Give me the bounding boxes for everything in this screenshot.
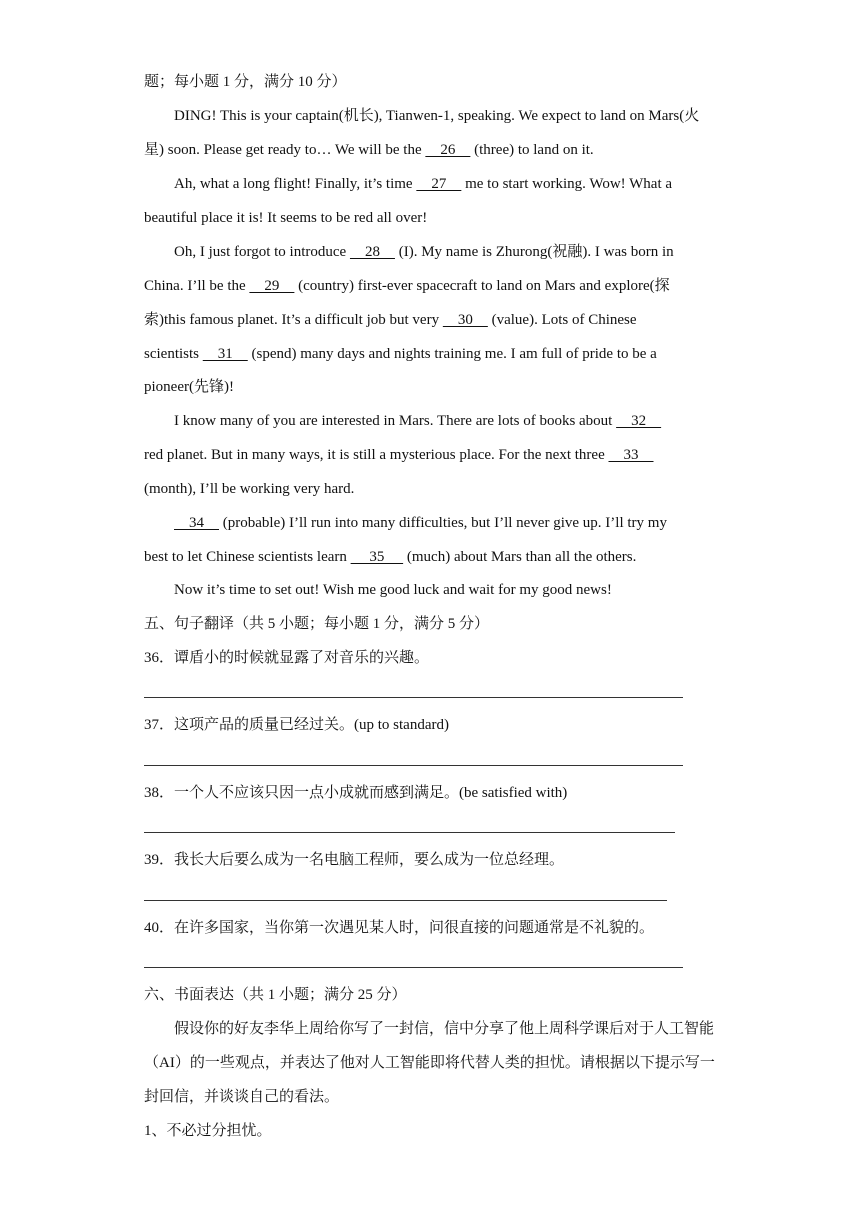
blank-27[interactable]: 27	[416, 176, 462, 192]
text-segment: (I). My name is Zhurong(祝融). I was born in	[394, 244, 674, 260]
section-score-note: 题；每小题 1 分，满分 10 分）	[144, 74, 347, 90]
passage-line-4: beautiful place it is! It seems to be red all over!	[144, 210, 428, 226]
passage-line-11	[144, 445, 654, 465]
text-segment: Ah, what a long flight! Finally, it’s time	[174, 176, 417, 192]
answer-line-39[interactable]	[144, 900, 667, 901]
passage-line-5	[174, 242, 674, 262]
passage-line-10	[174, 411, 661, 431]
text-segment: Oh, I just forgot to introduce	[174, 244, 350, 260]
question-37: 37．这项产品的质量已经过关。(up to standard)	[144, 717, 449, 733]
passage-line-1: DING! This is your captain(机长), Tianwen-1, speaking. We expect to land on Mars(火	[174, 108, 700, 124]
blank-31[interactable]: 31	[202, 346, 248, 362]
text-segment: 星) soon. Please get ready to… We will be the	[144, 142, 426, 158]
question-40: 40．在许多国家，当你第一次遇见某人时，问很直接的问题通常是不礼貌的。	[144, 920, 655, 936]
passage-line-13	[174, 513, 667, 533]
answer-line-37[interactable]	[144, 765, 683, 766]
text-segment: I know many of you are interested in Mars. There are lots of books about	[174, 413, 617, 429]
blank-35[interactable]: 35	[350, 549, 404, 565]
question-39: 39．我长大后要么成为一名电脑工程师，要么成为一位总经理。	[144, 852, 565, 868]
answer-line-38[interactable]	[144, 832, 675, 833]
passage-line-6	[144, 276, 670, 296]
blank-29[interactable]: 29	[249, 278, 295, 294]
blank-28[interactable]: 28	[349, 244, 395, 260]
passage-line-2	[144, 140, 594, 160]
text-segment: China. I’ll be the	[144, 278, 250, 294]
text-segment: (value). Lots of Chinese	[487, 312, 637, 328]
passage-line-12: (month), I’ll be working very hard.	[144, 481, 355, 497]
writing-hint-1: 1、不必过分担忧。	[144, 1123, 272, 1139]
passage-line-15: Now it’s time to set out! Wish me good luck and wait for my good news!	[174, 582, 612, 598]
blank-33[interactable]: 33	[608, 447, 654, 463]
writing-prompt-line-1: 假设你的好友李华上周给你写了一封信，信中分享了他上周科学课后对于人工智能	[174, 1021, 715, 1037]
passage-line-3	[174, 174, 672, 194]
text-segment: best to let Chinese scientists learn	[144, 549, 351, 565]
text-segment: (three) to land on it.	[470, 142, 594, 158]
writing-prompt-line-3: 封回信，并谈谈自己的看法。	[144, 1089, 340, 1105]
answer-line-40[interactable]	[144, 967, 683, 968]
passage-line-8	[144, 344, 657, 364]
text-segment: (probable) I’ll run into many difficulties, but I’ll never give up. I’ll try my	[219, 515, 667, 531]
blank-32[interactable]: 32	[616, 413, 662, 429]
text-segment: (spend) many days and nights training me. I am full of pride to be a	[247, 346, 657, 362]
passage-line-9: pioneer(先锋)!	[144, 379, 234, 395]
section-heading-translation: 五、句子翻译（共 5 小题；每小题 1 分，满分 5 分）	[144, 616, 490, 632]
text-segment: 索)this famous planet. It’s a difficult job but very	[144, 312, 443, 328]
blank-34[interactable]: 34	[174, 515, 219, 531]
text-segment: red planet. But in many ways, it is still a mysterious place. For the next three	[144, 447, 609, 463]
passage-line-14	[144, 547, 636, 567]
question-36: 36．谭盾小的时候就显露了对音乐的兴趣。	[144, 650, 430, 666]
text-segment: (country) first-ever spacecraft to land on Mars and explore(探	[294, 278, 670, 294]
text-segment: scientists	[144, 346, 203, 362]
answer-line-36[interactable]	[144, 697, 683, 698]
section-heading-writing: 六、书面表达（共 1 小题；满分 25 分）	[144, 987, 407, 1003]
text-segment: (much) about Mars than all the others.	[403, 549, 637, 565]
text-segment: me to start working. Wow! What a	[461, 176, 673, 192]
blank-30[interactable]: 30	[442, 312, 488, 328]
question-38: 38．一个人不应该只因一点小成就而感到满足。(be satisfied with)	[144, 785, 568, 801]
passage-line-7	[144, 310, 637, 330]
blank-26[interactable]: 26	[425, 142, 471, 158]
writing-prompt-line-2: （AI）的一些观点，并表达了他对人工智能即将代替人类的担忧。请根据以下提示写一	[144, 1055, 715, 1071]
